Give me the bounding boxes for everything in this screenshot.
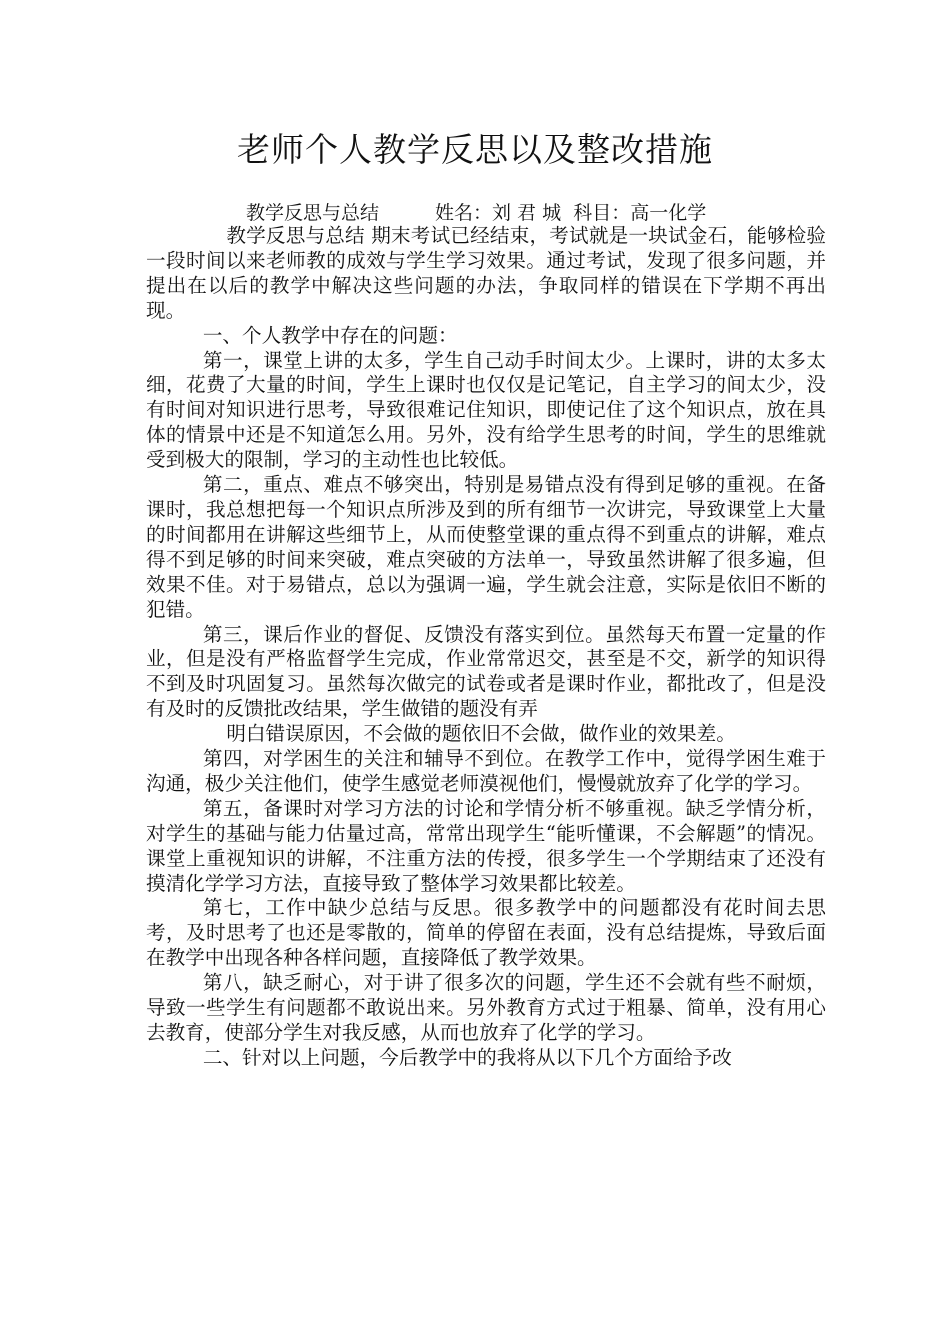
meta-subject: 科目：高一化学 xyxy=(573,202,707,224)
paragraph-fourth-point: 第四，对学困生的关注和辅导不到位。在教学工作中，觉得学困生难于沟通，极少关注他们，使学生感觉老师漠视他们，慢慢就放弃了化学的学习。 xyxy=(146,747,826,795)
section-heading-problems: 一、个人教学中存在的问题： xyxy=(202,323,458,347)
paragraph-eighth-point: 第八，缺乏耐心，对于讲了很多次的问题，学生还不会就有些不耐烦，导致一些学生有问题都不敢说出来。另外教育方式过于粗暴、简单，没有用心去教育，使部分学生对我反感，从而也放弃了化学的学习。 xyxy=(146,971,826,1044)
paragraph-third-point: 第三，课后作业的督促、反馈没有落实到位。虽然每天布置一定量的作业，但是没有严格监督学生完成，作业常常迟交，甚至是不交，新学的知识得不到及时巩固复习。虽然每次做完的试卷或者是课时作业，都批改了，但是没有及时的反馈批改结果，学生做错的题没有弄 xyxy=(146,622,826,721)
meta-name: 姓名：刘 君 城 xyxy=(435,202,562,224)
document-meta xyxy=(246,200,706,226)
section-heading-measures: 二、针对以上问题，今后教学中的我将从以下几个方面给予改 xyxy=(202,1045,732,1069)
paragraph-third-point-continued: 明白错误原因，不会做的题依旧不会做，做作业的效果差。 xyxy=(226,722,736,746)
paragraph-second-point: 第二，重点、难点不够突出，特别是易错点没有得到足够的重视。在备课时，我总想把每一个知识点所涉及到的所有细节一次讲完，导致课堂上大量的时间都用在讲解这些细节上，从而使整堂课的重点得不到重点的讲解，难点得不到足够的时间来突破，难点突破的方法单一，导致虽然讲解了很多遍，但效果不佳。对于易错点，总以为强调一遍，学生就会注意，实际是依旧不断的犯错。 xyxy=(146,473,826,621)
paragraph-seventh-point: 第七，工作中缺少总结与反思。很多教学中的问题都没有花时间去思考，及时思考了也还是零散的，简单的停留在表面，没有总结提炼，导致后面在教学中出现各种各样问题，直接降低了教学效果。 xyxy=(146,896,826,970)
paragraph-fifth-point: 第五，备课时对学习方法的讨论和学情分析不够重视。缺乏学情分析，对学生的基础与能力估量过高，常常出现学生“能听懂课，不会解题”的情况。课堂上重视知识的讲解，不注重方法的传授，很多学生一个学期结束了还没有摸清化学学习方法，直接导致了整体学习效果都比较差。 xyxy=(146,796,826,895)
paragraph-first-point: 第一，课堂上讲的太多，学生自己动手时间太少。上课时，讲的太多太细，花费了大量的时间，学生上课时也仅仅是记笔记，自主学习的间太少，没有时间对知识进行思考，导致很难记住知识，即使记住了这个知识点，放在具体的情景中还是不知道怎么用。另外，没有给学生思考的时间，学生的思维就受到极大的限制，学习的主动性也比较低。 xyxy=(146,348,826,472)
document-body xyxy=(146,224,826,1071)
meta-label: 教学反思与总结 xyxy=(246,202,380,224)
paragraph-intro: 教学反思与总结 期末考试已经结束，考试就是一块试金石，能够检验一段时间以来老师教的成效与学生学习效果。通过考试，发现了很多问题，并提出在以后的教学中解决这些问题的办法，争取同样的错误在下学期不再出现。 xyxy=(146,224,826,322)
document-title: 老师个人教学反思以及整改措施 xyxy=(237,130,713,169)
